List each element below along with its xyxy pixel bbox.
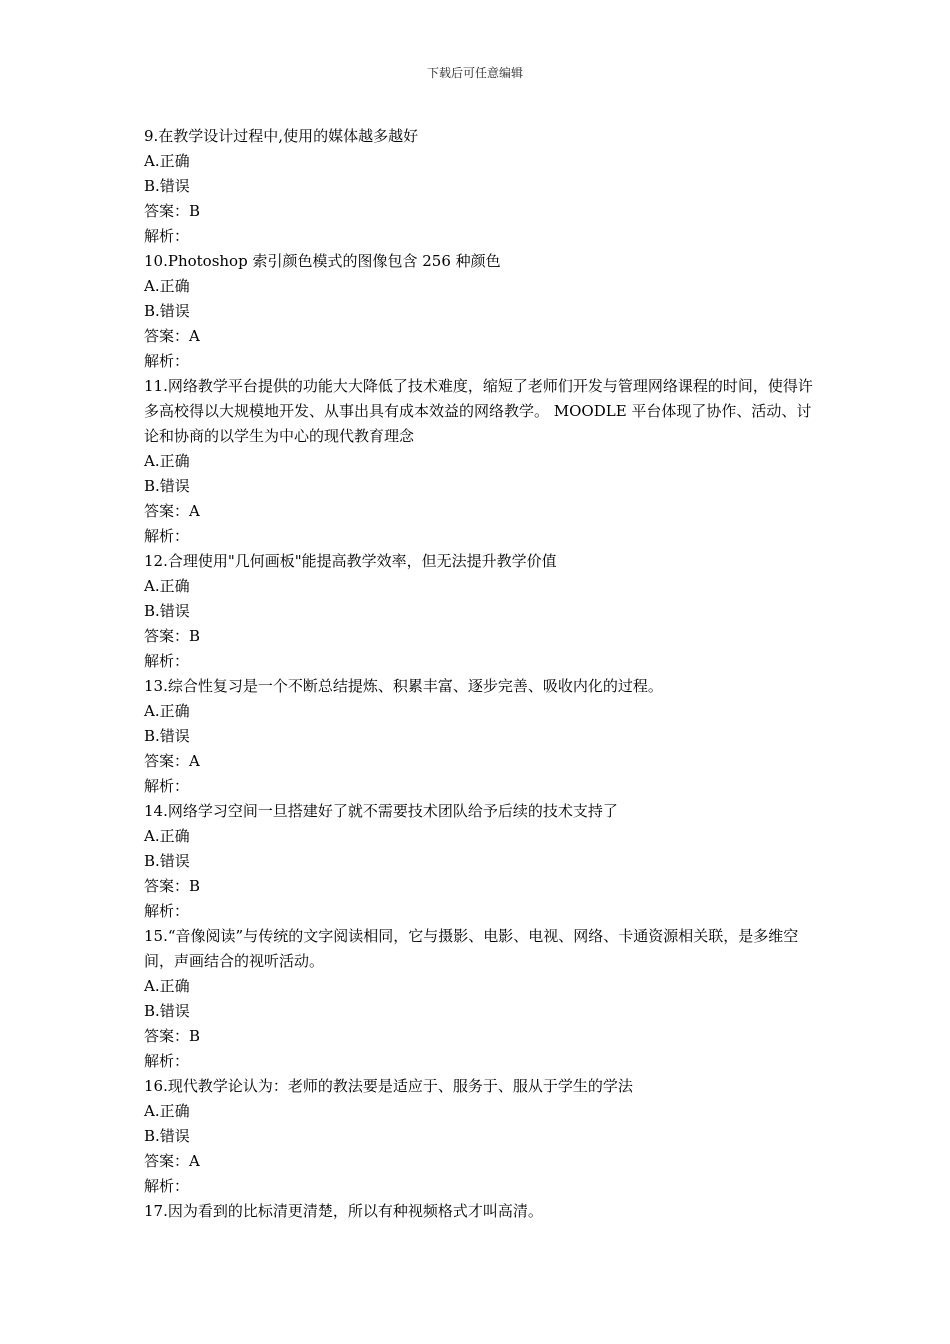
option-b: B.错误 bbox=[144, 477, 190, 495]
option-b: B.错误 bbox=[144, 727, 190, 745]
answer: 答案：A bbox=[144, 502, 200, 520]
answer: 答案：B bbox=[144, 627, 201, 645]
option-b: B.错误 bbox=[144, 1002, 190, 1020]
question-text: 15.“音像阅读”与传统的文字阅读相同，它与摄影、电影、电视、网络、卡通资源相关联，是多维空间，声画结合的视听活动。 bbox=[144, 927, 799, 970]
question-text: 16.现代教学论认为：老师的教法要是适应于、服务于、服从于学生的学法 bbox=[144, 1077, 633, 1095]
page-header: 下载后可任意编辑 bbox=[426, 66, 523, 80]
question-text: 17.因为看到的比标清更清楚，所以有种视频格式才叫高清。 bbox=[144, 1202, 543, 1220]
question-block bbox=[144, 374, 820, 549]
question-block bbox=[144, 124, 820, 249]
question-text: 10.Photoshop 索引颜色模式的图像包含 256 种颜色 bbox=[144, 252, 501, 270]
question-text: 12.合理使用"几何画板"能提高教学效率，但无法提升教学价值 bbox=[144, 552, 557, 570]
analysis: 解析： bbox=[144, 652, 190, 670]
option-b: B.错误 bbox=[144, 177, 190, 195]
option-b: B.错误 bbox=[144, 602, 190, 620]
option-a: A.正确 bbox=[144, 977, 190, 995]
analysis: 解析： bbox=[144, 902, 190, 920]
question-text: 14.网络学习空间一旦搭建好了就不需要技术团队给予后续的技术支持了 bbox=[144, 802, 618, 820]
option-b: B.错误 bbox=[144, 852, 190, 870]
question-block bbox=[144, 799, 820, 924]
option-a: A.正确 bbox=[144, 152, 190, 170]
option-a: A.正确 bbox=[144, 452, 190, 470]
analysis: 解析： bbox=[144, 777, 190, 795]
answer: 答案：B bbox=[144, 877, 201, 895]
question-block bbox=[144, 249, 820, 374]
option-a: A.正确 bbox=[144, 277, 190, 295]
option-a: A.正确 bbox=[144, 1102, 190, 1120]
question-block bbox=[144, 924, 820, 1074]
question-block bbox=[144, 1074, 820, 1199]
question-list bbox=[144, 124, 820, 1224]
question-text: 11.网络教学平台提供的功能大大降低了技术难度，缩短了老师们开发与管理网络课程的时间，使得许多高校得以大规模地开发、从事出具有成本效益的网络教学。 MOODLE 平台体现了协作、活动、讨论和协商的以学生为中心的现代教育理念 bbox=[144, 377, 813, 445]
question-text: 9.在教学设计过程中,使用的媒体越多越好 bbox=[144, 127, 419, 145]
option-a: A.正确 bbox=[144, 827, 190, 845]
answer: 答案：A bbox=[144, 327, 200, 345]
option-a: A.正确 bbox=[144, 577, 190, 595]
answer: 答案：A bbox=[144, 1152, 200, 1170]
analysis: 解析： bbox=[144, 1177, 190, 1195]
analysis: 解析： bbox=[144, 1052, 190, 1070]
analysis: 解析： bbox=[144, 352, 190, 370]
analysis: 解析： bbox=[144, 227, 190, 245]
question-block bbox=[144, 549, 820, 674]
question-block bbox=[144, 674, 820, 799]
option-b: B.错误 bbox=[144, 1127, 190, 1145]
option-a: A.正确 bbox=[144, 702, 190, 720]
answer: 答案：A bbox=[144, 752, 200, 770]
answer: 答案：B bbox=[144, 1027, 201, 1045]
option-b: B.错误 bbox=[144, 302, 190, 320]
analysis: 解析： bbox=[144, 527, 190, 545]
question-text: 13.综合性复习是一个不断总结提炼、积累丰富、逐步完善、吸收内化的过程。 bbox=[144, 677, 663, 695]
answer: 答案：B bbox=[144, 202, 201, 220]
